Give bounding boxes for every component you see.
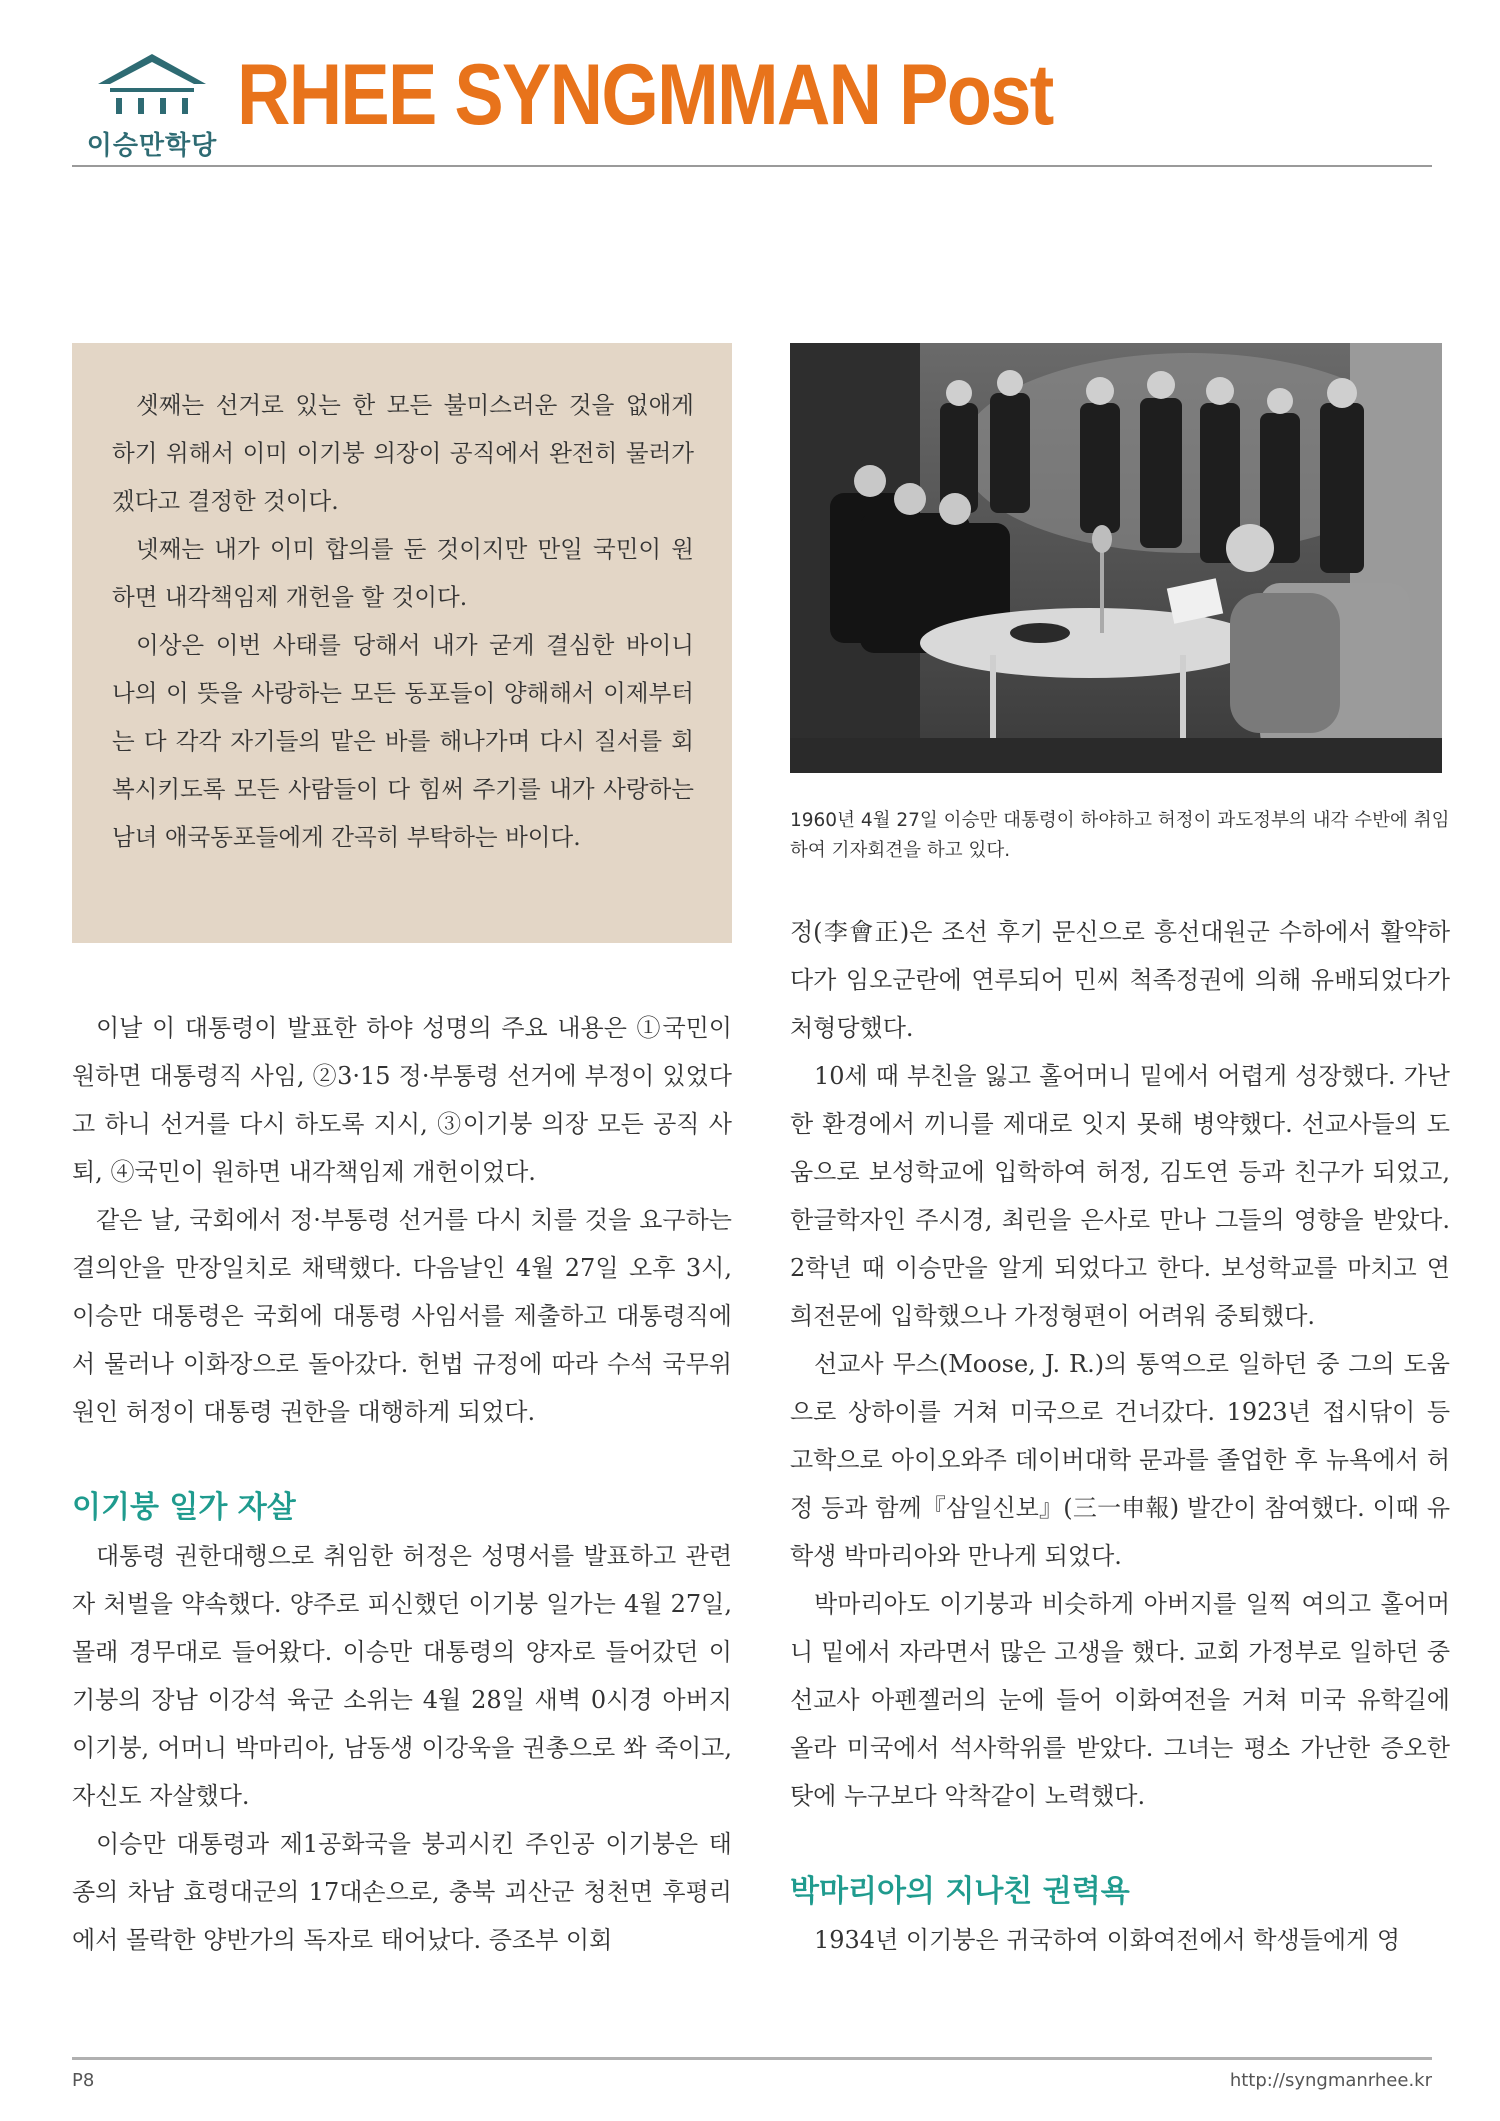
house-logo-icon: [90, 50, 214, 122]
right-column: [790, 1052, 1450, 1964]
section-heading: 이기붕 일가 자살: [72, 1490, 296, 1525]
paragraph: 10세 때 부친을 잃고 홀어머니 밑에서 어렵게 성장했다. 가난한 환경에서 끼니를 제대로 잇지 못해 병약했다. 선교사들의 도움으로 보성학교에 입학하여 허정, 김도연 등과 친구가 되었고, 한글학자인 주시경, 최린을 은사로 만나 그들의 영향을 받았다. 2학년 때 이승만을 알게 되었다고 한다. 보성학교를 마치고 연희전문에 입학했으나 가정형편이 어려워 중퇴했다.: [790, 1062, 1450, 1330]
quote-box: [72, 343, 732, 943]
paragraph: 이날 이 대통령이 발표한 하야 성명의 주요 내용은 ①국민이 원하면 대통령직 사임, ②3·15 정·부통령 선거에 부정이 있었다고 하니 선거를 다시 하도록 지시, ③이기붕 의장 모든 공직 사퇴, ④국민이 원하면 내각책임제 개헌이었다.: [72, 1014, 732, 1186]
paragraph: 같은 날, 국회에서 정·부통령 선거를 다시 치를 것을 요구하는 결의안을 만장일치로 채택했다. 다음날인 4월 27일 오후 3시, 이승만 대통령은 국회에 대통령 사임서를 제출하고 대통령직에서 물러나 이화장으로 돌아갔다. 헌법 규정에 따라 수석 국무위원인 허정이 대통령 권한을 대행하게 되었다.: [72, 1206, 732, 1426]
footer-url[interactable]: http://syngmanrhee.kr: [1229, 2070, 1432, 2091]
press-conference-photo: [790, 343, 1442, 773]
paragraph: 대통령 권한대행으로 취임한 허정은 성명서를 발표하고 관련자 처벌을 약속했다. 양주로 피신했던 이기붕 일가는 4월 27일, 몰래 경무대로 들어왔다. 이승만 대통령의 양자로 들어갔던 이기붕의 장남 이강석 육군 소위는 4월 28일 새벽 0시경 아버지 이기붕, 어머니 박마리아, 남동생 이강욱을 권총으로 쏴 죽이고, 자신도 자살했다.: [72, 1542, 732, 1810]
quote-paragraph: 이상은 이번 사태를 당해서 내가 굳게 결심한 바이니 나의 이 뜻을 사랑하는 모든 동포들이 양해해서 이제부터는 다 각각 자기들의 맡은 바를 해나가며 다시 질서를 회복시키도록 모든 사람들이 다 힘써 주기를 내가 사랑하는 남녀 애국동포들에게 간곡히 부탁하는 바이다.: [112, 631, 694, 851]
header-divider: [72, 165, 1432, 167]
page-number: P8: [72, 2070, 95, 2091]
quote-paragraph: 넷째는 내가 이미 합의를 둔 것이지만 만일 국민이 원하면 내각책임제 개헌을 할 것이다.: [112, 535, 694, 611]
quote-paragraph: 셋째는 선거로 있는 한 모든 불미스러운 것을 없애게 하기 위해서 이미 이기붕 의장이 공직에서 완전히 물러가겠다고 결정한 것이다.: [112, 391, 694, 515]
masthead: [72, 47, 1432, 165]
logo-text: 이승만학당: [86, 131, 218, 161]
paragraph: 이승만 대통령과 제1공화국을 붕괴시킨 주인공 이기붕은 태종의 차남 효령대군의 17대손으로, 충북 괴산군 청천면 후평리에서 몰락한 양반가의 독자로 태어났다. 증조부 이회: [72, 1830, 732, 1954]
paragraph: 정(李會正)은 조선 후기 문신으로 흥선대원군 수하에서 활약하다가 임오군란에 연루되어 민씨 척족정권에 의해 유배되었다가 처형당했다.: [790, 918, 1450, 1042]
paragraph: 선교사 무스(Moose, J. R.)의 통역으로 일하던 중 그의 도움으로 상하이를 거쳐 미국으로 건너갔다. 1923년 접시닦이 등 고학으로 아이오와주 데이버대학 문과를 졸업한 후 뉴욕에서 허정 등과 함께『삼일신보』(三一申報) 발간이 참여했다. 이때 유학생 박마리아와 만나게 되었다.: [790, 1350, 1450, 1570]
right-column-continuation: [790, 908, 1450, 1052]
left-column: [72, 1004, 732, 1964]
footer-divider: [72, 2057, 1432, 2060]
paragraph: 1934년 이기붕은 귀국하여 이화여전에서 학생들에게 영: [814, 1926, 1401, 1954]
section-heading: 박마리아의 지나친 권력욕: [790, 1874, 1130, 1909]
logo: [72, 50, 232, 160]
publication-title: RHEE SYNGMMAN Post: [237, 47, 1053, 143]
photo-caption: 1960년 4월 27일 이승만 대통령이 하야하고 허정이 과도정부의 내각 수반에 취임하여 기자회견을 하고 있다.: [790, 810, 1450, 861]
paragraph: 박마리아도 이기붕과 비슷하게 아버지를 일찍 여의고 홀어머니 밑에서 자라면서 많은 고생을 했다. 교회 가정부로 일하던 중 선교사 아펜젤러의 눈에 들어 이화여전을 거쳐 미국 유학길에 올라 미국에서 석사학위를 받았다. 그녀는 평소 가난한 증오한 탓에 누구보다 악착같이 노력했다.: [790, 1590, 1450, 1810]
photo-illustration: [790, 343, 1442, 773]
